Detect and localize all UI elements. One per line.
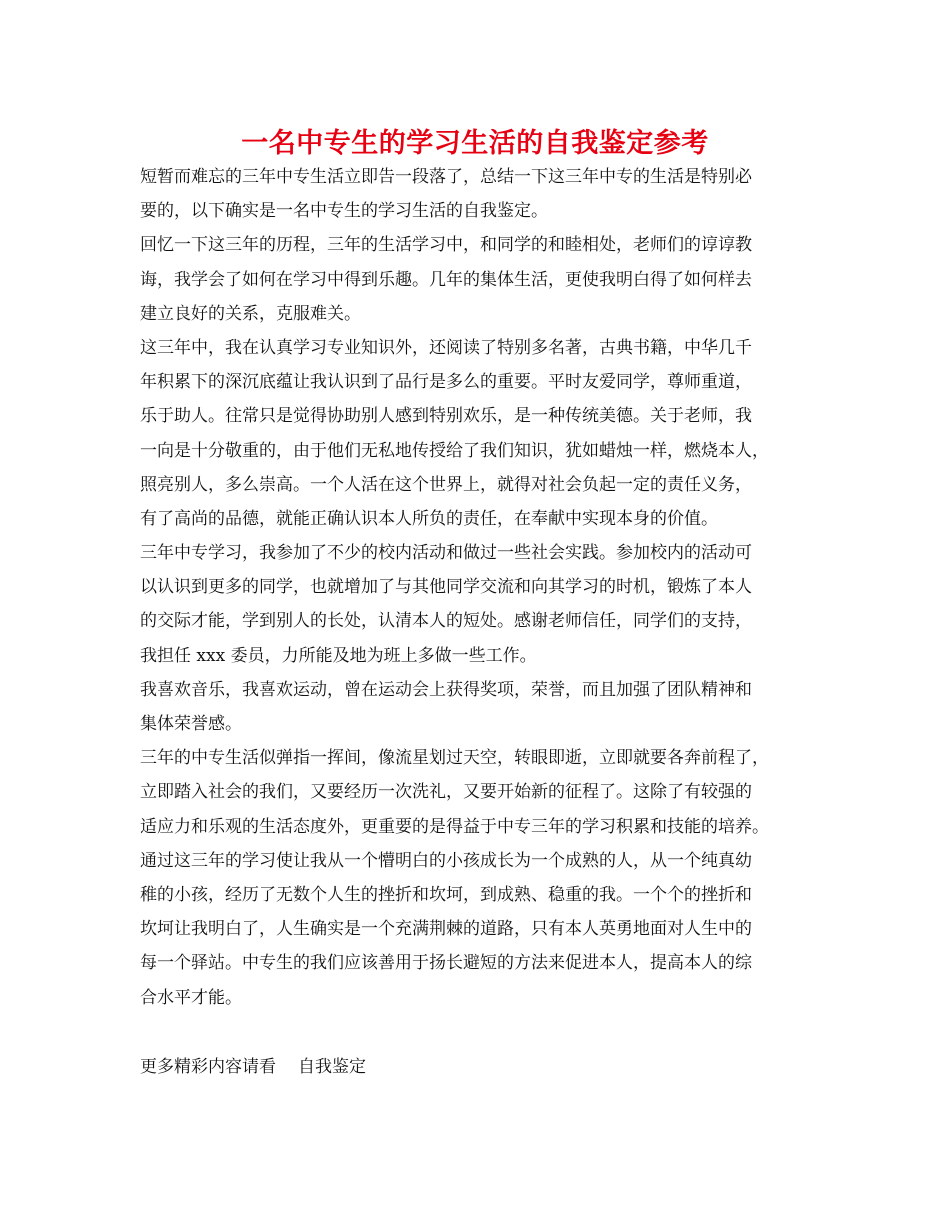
footer-text: 更多精彩内容请看: [140, 1057, 276, 1077]
body-line: 稚的小孩，经历了无数个人生的挫折和坎坷，到成熟、稳重的我。一个个的挫折和: [140, 884, 752, 905]
body-line: 建立良好的关系，克服难关。: [140, 303, 361, 324]
body-line: 年积累下的深沉底蕴让我认识到了品行是多么的重要。平时友爱同学，尊师重道，: [140, 372, 752, 393]
body-line: 回忆一下这三年的历程，三年的生活学习中，和同学的和睦相处，老师们的谆谆教: [140, 235, 752, 256]
body-line: 三年中专学习，我参加了不少的校内活动和做过一些社会实践。参加校内的活动可: [140, 543, 752, 564]
body-line: 有了高尚的品德，就能正确认识本人所负的责任，在奉献中实现本身的价值。: [140, 508, 718, 529]
document-title: 一名中专生的学习生活的自我鉴定参考: [241, 128, 709, 159]
body-line: 我担任 xxx 委员，力所能及地为班上多做一些工作。: [140, 645, 537, 666]
body-line: 照亮别人，多么崇高。一个人活在这个世界上，就得对社会负起一定的责任义务，: [140, 474, 752, 495]
document-body: [140, 160, 840, 1015]
body-line: 三年的中专生活似弹指一挥间，像流星划过天空，转眼即逝，立即就要各奔前程了，: [140, 748, 769, 769]
footer: [140, 1050, 366, 1084]
body-line: 通过这三年的学习使让我从一个懵明白的小孩成长为一个成熟的人，从一个纯真幼: [140, 850, 752, 871]
body-line: 每一个驿站。中专生的我们应该善用于扬长避短的方法来促进本人，提高本人的综: [140, 953, 752, 974]
body-line: 合水平才能。: [140, 987, 242, 1008]
body-line: 集体荣誉感。: [140, 714, 242, 734]
body-line: 以认识到更多的同学，也就增加了与其他同学交流和向其学习的时机，锻炼了本人: [140, 577, 752, 598]
body-line: 这三年中，我在认真学习专业知识外，还阅读了特别多名著，古典书籍，中华几千: [140, 337, 752, 358]
body-line: 短暂而难忘的三年中专生活立即告一段落了，总结一下这三年中专的生活是特别必: [140, 167, 752, 187]
body-line: 要的，以下确实是一名中专生的学习生活的自我鉴定。: [140, 201, 548, 222]
body-line: 立即踏入社会的我们，又要经历一次洗礼，又要开始新的征程了。这除了有较强的: [140, 782, 752, 803]
body-line: 坎坷让我明白了，人生确实是一个充满荆棘的道路，只有本人英勇地面对人生中的: [140, 919, 752, 940]
body-line: 的交际才能，学到别人的长处，认清本人的短处。感谢老师信任，同学们的支持，: [140, 611, 752, 632]
body-line: 一向是十分敬重的，由于他们无私地传授给了我们知识，犹如蜡烛一样，燃烧本人，: [140, 440, 769, 461]
body-line: 适应力和乐观的生活态度外，更重要的是得益于中专三年的学习积累和技能的培养。: [140, 816, 769, 837]
body-line: 我喜欢音乐，我喜欢运动，曾在运动会上获得奖项，荣誉，而且加强了团队精神和: [140, 679, 752, 700]
body-line: 诲，我学会了如何在学习中得到乐趣。几年的集体生活，更使我明白得了如何样去: [140, 269, 752, 290]
footer-link[interactable]: 自我鉴定: [298, 1057, 366, 1077]
body-line: 乐于助人。往常只是觉得协助别人感到特别欢乐，是一种传统美德。关于老师，我: [140, 406, 752, 427]
